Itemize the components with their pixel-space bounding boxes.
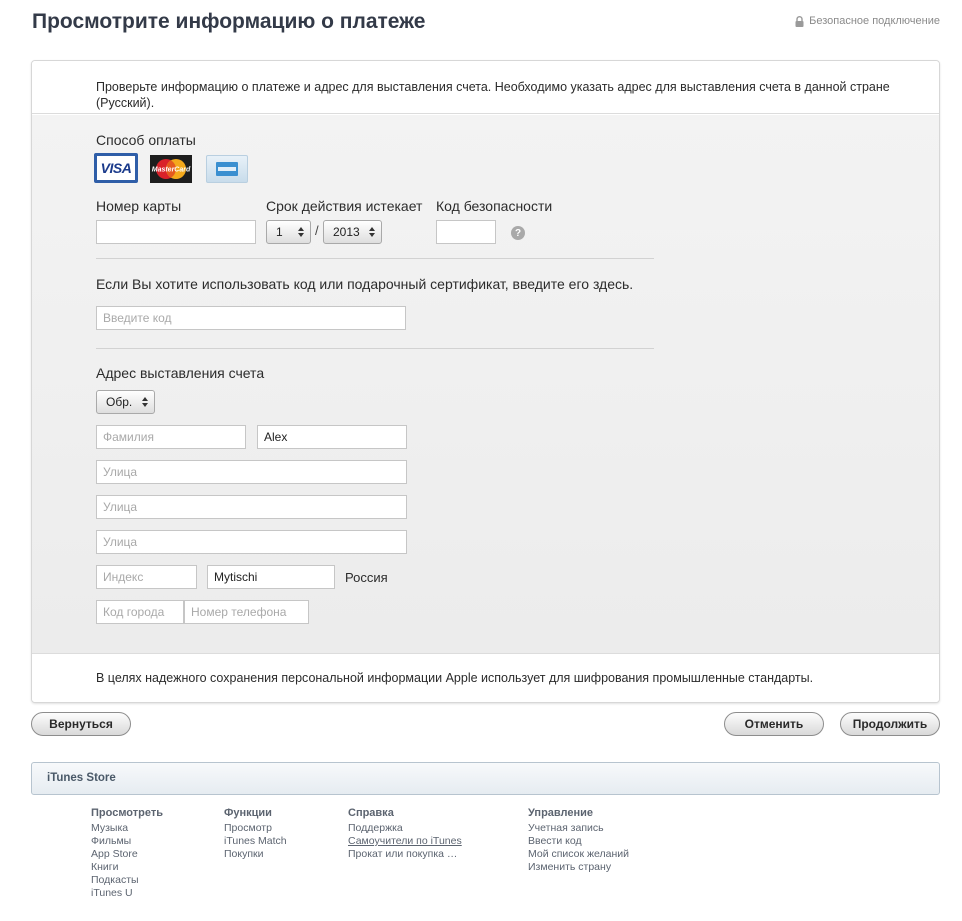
salutation-value: Обр.	[106, 395, 133, 409]
footer-link[interactable]: Учетная запись	[528, 822, 604, 834]
city-field[interactable]	[207, 565, 335, 589]
footer-link[interactable]: Изменить страну	[528, 861, 612, 873]
intro-text: Проверьте информацию о платеже и адрес для выставления счета. Необходимо указать адрес для выставления счета в данной стране (Русский).	[96, 80, 890, 110]
secure-connection	[795, 15, 940, 27]
select-arrows-icon	[369, 226, 375, 238]
footer-column-features	[224, 807, 287, 861]
street-field-1[interactable]	[96, 460, 407, 484]
footer-link[interactable]: Музыка	[91, 822, 129, 834]
footer-column-title: Функции	[224, 807, 272, 819]
last-name-field[interactable]	[96, 425, 246, 449]
itunes-store-bar	[31, 762, 940, 795]
footer-link[interactable]: iTunes Match	[224, 835, 287, 847]
first-name-field[interactable]	[257, 425, 407, 449]
amex-icon[interactable]	[206, 155, 248, 183]
expiry-year-select[interactable]	[323, 220, 382, 244]
payment-method-label: Способ оплаты	[96, 132, 196, 148]
security-code-label: Код безопасности	[436, 198, 553, 214]
page-title: Просмотрите информацию о платеже	[32, 10, 426, 33]
secure-connection-label: Безопасное подключение	[809, 15, 940, 27]
security-note: В целях надежного сохранения персональной информации Apple использует для шифрования промышленные стандарты.	[96, 671, 814, 685]
mastercard-text: MasterCard	[151, 166, 191, 174]
footer-column-manage	[528, 807, 629, 874]
divider	[96, 348, 654, 349]
continue-button[interactable]: Продолжить	[840, 712, 940, 736]
footer-link[interactable]: Просмотр	[224, 822, 272, 834]
amex-logo	[207, 156, 247, 182]
street-field-3[interactable]	[96, 530, 407, 554]
footer-link[interactable]: iTunes U	[91, 887, 133, 899]
footer-link[interactable]: Фильмы	[91, 835, 132, 847]
footer-column-title: Просмотреть	[91, 807, 163, 819]
footer-link[interactable]: Подкасты	[91, 874, 139, 886]
billing-address-label: Адрес выставления счета	[96, 365, 265, 381]
area-code-field[interactable]	[96, 600, 184, 624]
mastercard-logo	[150, 155, 192, 183]
footer-column-title: Справка	[348, 807, 394, 819]
visa-icon[interactable]	[94, 153, 138, 183]
visa-text: VISA	[100, 160, 132, 176]
cancel-button[interactable]: Отменить	[724, 712, 824, 736]
card-number-label: Номер карты	[96, 198, 182, 214]
form-section	[32, 115, 939, 653]
code-field[interactable]	[96, 306, 406, 330]
footer-link[interactable]: Прокат или покупка …	[348, 848, 458, 860]
mastercard-icon[interactable]	[150, 155, 192, 183]
card-number-field[interactable]	[96, 220, 256, 244]
expiry-month-select[interactable]	[266, 220, 311, 244]
footer-link[interactable]: Покупки	[224, 848, 264, 860]
select-arrows-icon	[298, 226, 304, 238]
footer-link[interactable]: App Store	[91, 848, 138, 860]
code-label: Если Вы хотите использовать код или подарочный сертификат, введите его здесь.	[96, 276, 634, 292]
footer-link[interactable]: Самоучители по iTunes	[348, 835, 462, 847]
footer-link[interactable]: Книги	[91, 861, 119, 873]
expiry-separator: /	[315, 223, 319, 238]
expiry-month-value: 1	[276, 225, 283, 239]
select-arrows-icon	[142, 396, 148, 408]
expiry-label: Срок действия истекает	[266, 198, 423, 214]
footer-column-browse	[91, 807, 163, 900]
street-field-2[interactable]	[96, 495, 407, 519]
lock-icon	[795, 16, 804, 27]
salutation-select[interactable]	[96, 390, 155, 414]
security-code-field[interactable]	[436, 220, 496, 244]
intro-section	[32, 61, 939, 114]
footer-column-help	[348, 807, 462, 861]
back-button[interactable]: Вернуться	[31, 712, 131, 736]
divider	[96, 258, 654, 259]
footer-link[interactable]: Поддержка	[348, 822, 403, 834]
footer-column-title: Управление	[528, 807, 594, 819]
zip-field[interactable]	[96, 565, 197, 589]
country-label: Россия	[345, 570, 388, 585]
footer-link[interactable]: Мой список желаний	[528, 848, 630, 860]
itunes-store-title: iTunes Store	[47, 772, 116, 784]
security-note-section	[32, 653, 939, 702]
payment-card	[31, 60, 940, 703]
expiry-year-value: 2013	[333, 225, 360, 239]
phone-field[interactable]	[184, 600, 309, 624]
help-icon[interactable]: ?	[511, 226, 525, 240]
footer-link[interactable]: Ввести код	[528, 835, 582, 847]
